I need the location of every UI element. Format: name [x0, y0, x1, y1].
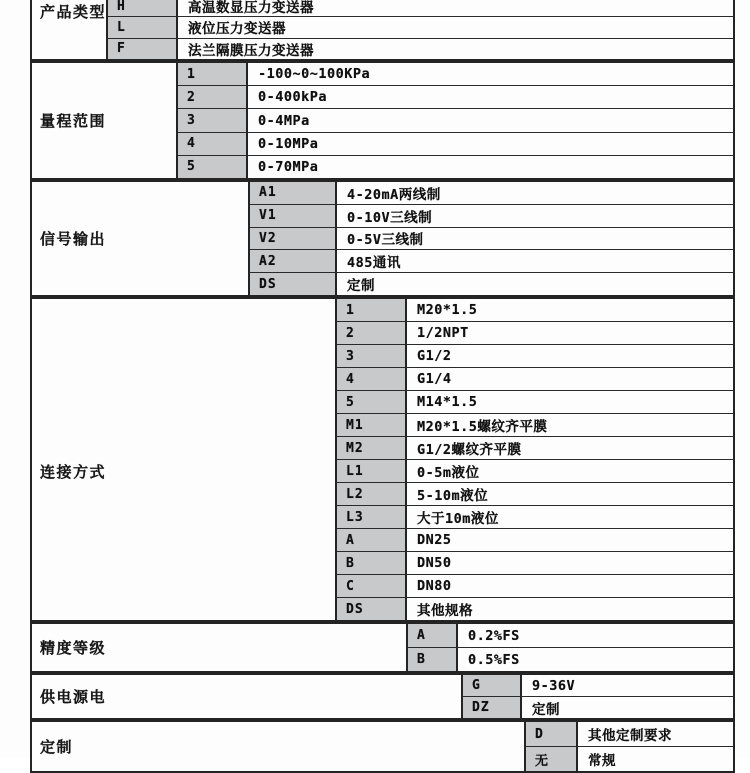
option-description: 0-400kPa — [258, 89, 328, 106]
code-cell — [337, 460, 407, 482]
code-cell — [408, 648, 458, 671]
section-rows — [463, 675, 733, 718]
section-connection-type — [30, 297, 735, 622]
option-code: 2 — [187, 89, 196, 105]
table-row — [250, 272, 733, 295]
option-description: 其他规格 — [417, 603, 473, 619]
description-cell — [178, 39, 733, 59]
option-description: 0-10MPa — [258, 135, 319, 152]
option-description: 5-10m液位 — [417, 488, 489, 504]
section-label: 信号输出 — [40, 230, 107, 248]
table-row — [337, 551, 733, 574]
option-description: 高温数显压力变送器 — [188, 0, 314, 17]
table-row — [337, 482, 733, 505]
option-description: M20*1.5螺纹齐平膜 — [417, 419, 548, 435]
code-cell — [337, 345, 407, 367]
code-cell — [337, 483, 407, 505]
description-cell — [522, 675, 733, 696]
option-code: A — [346, 532, 355, 548]
section-label-cell-product-type — [32, 0, 108, 59]
table-row — [178, 108, 733, 131]
section-customization — [30, 720, 735, 773]
option-code: V1 — [259, 208, 277, 224]
option-code: L3 — [346, 509, 364, 525]
description-cell — [407, 529, 733, 551]
section-measuring-range — [30, 61, 735, 180]
code-cell — [337, 322, 407, 344]
table-row — [463, 696, 733, 718]
section-label-cell-power-supply — [32, 675, 463, 718]
description-cell — [407, 598, 733, 620]
code-cell — [337, 506, 407, 528]
table-row — [178, 63, 733, 85]
table-row — [337, 505, 733, 528]
option-code: M1 — [346, 417, 364, 433]
code-cell — [178, 156, 248, 178]
option-description: 9-36V — [532, 677, 576, 694]
option-code: B — [346, 555, 355, 571]
table-row — [108, 38, 733, 59]
description-cell — [407, 345, 733, 367]
description-cell — [337, 250, 733, 272]
table-row — [526, 722, 733, 746]
option-code: B — [417, 652, 426, 667]
section-accuracy-class — [30, 622, 735, 673]
description-cell — [578, 722, 733, 746]
description-cell — [458, 624, 733, 647]
code-cell — [108, 0, 178, 16]
table-row — [337, 459, 733, 482]
code-cell — [337, 575, 407, 597]
code-cell — [178, 109, 248, 131]
code-cell — [526, 722, 578, 746]
option-code: F — [117, 41, 126, 57]
code-cell — [108, 17, 178, 37]
option-code: DS — [259, 276, 277, 292]
table-row — [337, 390, 733, 413]
section-product-type — [30, 0, 735, 61]
table-row — [337, 321, 733, 344]
section-label: 定制 — [40, 738, 74, 756]
option-description: G1/4 — [417, 371, 452, 387]
section-label-cell-accuracy-class — [32, 624, 408, 671]
section-label-cell-measuring-range — [32, 63, 178, 178]
table-row — [337, 344, 733, 367]
option-code: 4 — [187, 136, 196, 152]
table-row — [526, 746, 733, 771]
code-cell — [337, 437, 407, 459]
option-description: 其他定制要求 — [588, 728, 672, 744]
code-cell — [408, 624, 458, 647]
code-cell — [337, 368, 407, 390]
description-cell — [407, 460, 733, 482]
table-row — [337, 413, 733, 436]
option-description: 0-70MPa — [258, 158, 319, 175]
section-label: 连接方式 — [40, 463, 107, 481]
option-description: 485通讯 — [347, 255, 401, 272]
option-code: 4 — [346, 371, 355, 387]
table-row — [250, 182, 733, 204]
option-code: 2 — [346, 325, 355, 341]
description-cell — [178, 17, 733, 37]
option-code: L2 — [346, 486, 364, 502]
option-code: 5 — [187, 159, 196, 175]
option-description: M14*1.5 — [417, 394, 478, 410]
section-label-cell-connection-type — [32, 299, 337, 620]
option-description: 定制 — [532, 701, 560, 718]
option-code: M2 — [346, 440, 364, 456]
table-row — [337, 574, 733, 597]
description-cell — [407, 506, 733, 528]
option-description: G1/2 — [417, 348, 452, 364]
table-row — [250, 249, 733, 272]
option-code: DS — [346, 601, 364, 617]
option-description: 0.5%FS — [468, 651, 520, 668]
table-row — [178, 85, 733, 108]
code-cell — [337, 529, 407, 551]
description-cell — [407, 575, 733, 597]
description-cell — [407, 391, 733, 413]
section-rows — [408, 624, 733, 671]
option-description: DN80 — [417, 578, 452, 594]
option-code: DZ — [472, 700, 490, 715]
table-row — [337, 299, 733, 321]
description-cell — [407, 368, 733, 390]
option-code: L — [117, 19, 126, 35]
option-description: 0-5m液位 — [417, 465, 480, 481]
description-cell — [337, 182, 733, 204]
code-cell — [250, 250, 337, 272]
code-cell — [178, 133, 248, 155]
description-cell — [178, 0, 733, 16]
code-cell — [337, 598, 407, 620]
description-cell — [407, 414, 733, 436]
option-description: 液位压力变送器 — [188, 21, 286, 38]
option-code: A — [417, 628, 426, 643]
code-cell — [337, 552, 407, 574]
option-description: 0-4MPa — [258, 112, 310, 129]
option-description: 大于10m液位 — [417, 511, 499, 527]
description-cell — [407, 437, 733, 459]
section-rows — [108, 0, 733, 59]
option-code: D — [535, 726, 544, 742]
code-cell — [526, 747, 578, 771]
code-cell — [250, 182, 337, 204]
description-cell — [522, 697, 733, 718]
option-description: 法兰隔膜压力变送器 — [188, 42, 314, 59]
option-code: 无 — [535, 753, 550, 769]
option-code: G — [472, 678, 481, 693]
section-rows — [526, 722, 733, 771]
option-code: 3 — [187, 113, 196, 128]
table-row — [250, 227, 733, 250]
option-description: M20*1.5 — [417, 302, 478, 318]
description-cell — [407, 322, 733, 344]
description-cell — [248, 86, 733, 108]
table-row — [463, 675, 733, 696]
description-cell — [407, 299, 733, 321]
option-code: C — [346, 578, 355, 594]
code-cell — [337, 414, 407, 436]
description-cell — [407, 483, 733, 505]
option-description: 1/2NPT — [417, 325, 469, 341]
code-cell — [250, 228, 337, 250]
option-code: A1 — [259, 185, 277, 201]
description-cell — [337, 205, 733, 227]
table-row — [408, 624, 733, 647]
table-row — [108, 0, 733, 16]
code-cell — [250, 205, 337, 227]
code-cell — [337, 391, 407, 413]
section-label-cell-customization — [32, 722, 526, 771]
option-code: 1 — [187, 66, 196, 82]
description-cell — [248, 156, 733, 178]
section-signal-output — [30, 180, 735, 297]
section-rows — [337, 299, 733, 620]
description-cell — [578, 747, 733, 771]
section-label-cell-signal-output — [32, 182, 250, 295]
section-label: 量程范围 — [40, 112, 107, 130]
table-row — [108, 16, 733, 37]
option-code: 1 — [346, 302, 355, 318]
code-cell — [178, 86, 248, 108]
option-description: 0-5V三线制 — [347, 232, 424, 249]
option-code: V2 — [259, 230, 277, 246]
option-description: DN50 — [417, 555, 452, 571]
code-cell — [463, 697, 522, 718]
option-description: 0-10V三线制 — [347, 209, 433, 226]
option-description: 定制 — [347, 278, 375, 295]
table-row — [178, 155, 733, 178]
option-code: 5 — [346, 394, 355, 410]
option-code: 3 — [346, 348, 355, 364]
code-cell — [337, 299, 407, 321]
model-selection-table — [30, 0, 735, 769]
description-cell — [407, 552, 733, 574]
table-row — [408, 647, 733, 671]
section-rows — [178, 63, 733, 178]
option-code: H — [117, 0, 126, 14]
section-power-supply — [30, 673, 735, 720]
code-cell — [108, 39, 178, 59]
description-cell — [337, 273, 733, 295]
table-row — [337, 597, 733, 620]
option-description: DN25 — [417, 532, 452, 548]
option-description: 4-20mA两线制 — [347, 186, 441, 203]
description-cell — [248, 109, 733, 131]
option-description: 0.2%FS — [468, 627, 520, 644]
code-cell — [178, 63, 248, 85]
code-cell — [463, 675, 522, 696]
table-row — [178, 132, 733, 155]
section-label: 精度等级 — [40, 639, 107, 657]
description-cell — [337, 228, 733, 250]
description-cell — [248, 133, 733, 155]
section-label: 产品类型 — [40, 3, 107, 21]
table-row — [250, 204, 733, 227]
section-label: 供电源电 — [40, 688, 107, 706]
description-cell — [458, 648, 733, 671]
option-description: G1/2螺纹齐平膜 — [417, 442, 522, 458]
description-cell — [248, 63, 733, 85]
option-code: A2 — [259, 253, 277, 269]
option-code: L1 — [346, 463, 364, 479]
table-row — [337, 436, 733, 459]
table-row — [337, 528, 733, 551]
table-row — [337, 367, 733, 390]
option-description: 常规 — [588, 753, 616, 769]
section-rows — [250, 182, 733, 295]
option-description: -100~0~100KPa — [258, 66, 371, 83]
code-cell — [250, 273, 337, 295]
